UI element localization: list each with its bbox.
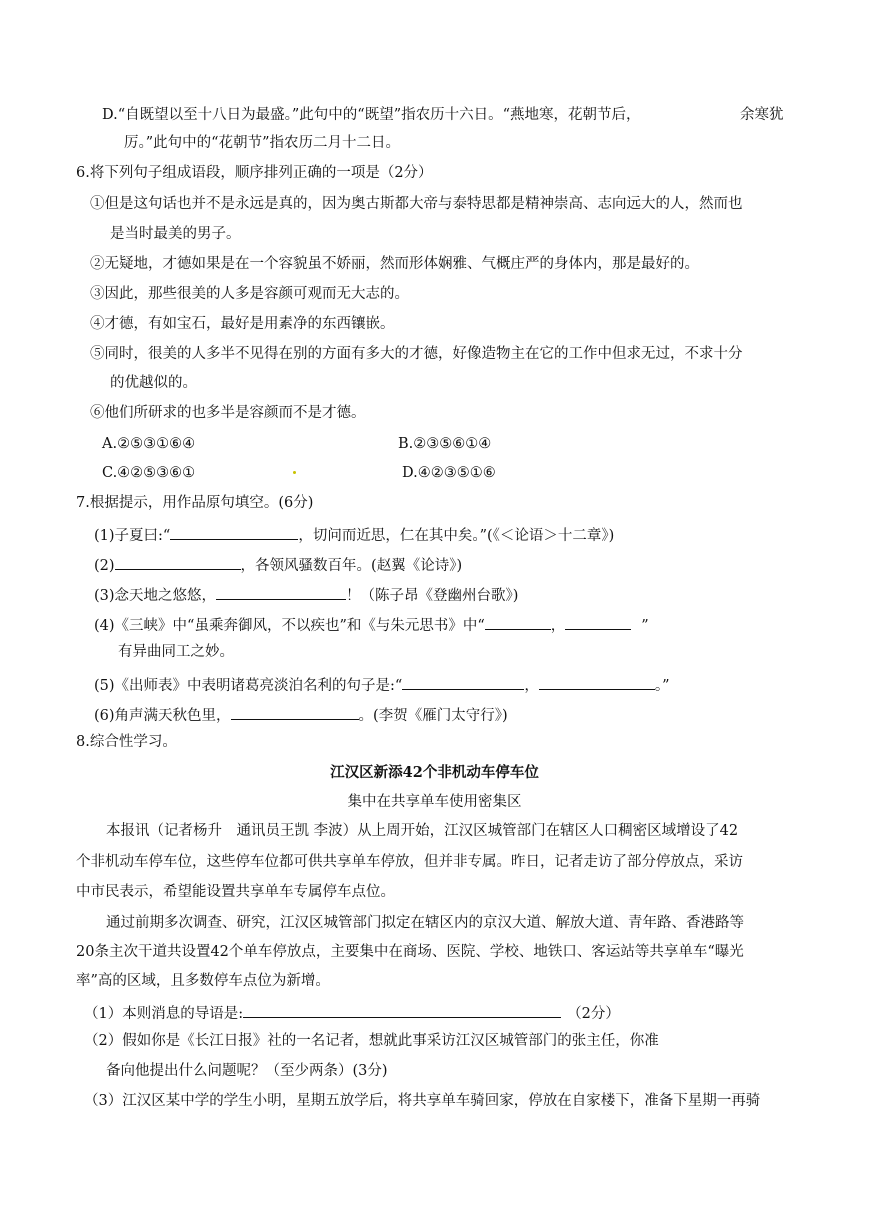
news-headline: 江汉区新添42个非机动车停车位 (330, 764, 539, 781)
q7-stem: 7.根据提示，用作品原句填空。(6分) (76, 495, 314, 511)
q6-option-d: D.④②③⑤①⑥ (402, 465, 496, 481)
answer-blank[interactable] (170, 523, 298, 540)
decorative-dot (293, 471, 296, 474)
q6-sentence-4: ④才德，有如宝石，最好是用素净的东西镶嵌。 (90, 316, 395, 332)
q7-item-1: (1)子夏曰:“ ，切问而近思，仁在其中矣。”(《＜论语＞十二章》) (94, 523, 614, 546)
news-paragraph-1-line3: 中市民表示，希望能设置共享单车专属停车点位。 (76, 884, 395, 900)
q7-item-3: (3)念天地之悠悠， ！（陈子昂《登幽州台歌》) (94, 583, 518, 606)
q7-item-2: (2) ，各领风骚数百年。(赵翼《论诗》) (94, 553, 462, 576)
news-paragraph-2-line3: 率”高的区域，且多数停车点位为新增。 (76, 973, 330, 989)
q5-option-d-line1-tail: 余寒犹 (740, 107, 784, 123)
answer-blank[interactable] (115, 553, 241, 570)
q5-option-d-line1 (102, 105, 641, 125)
q7-item-6: (6)角声满天秋色里， 。(李贺《雁门太守行》) (94, 703, 508, 726)
q7-item-4-cont: 有异曲同工之妙。 (118, 644, 234, 660)
q7-item-4: (4)《三峡》中“虽乘奔御风，不以疾也”和《与朱元思书》中“ ， ” (94, 613, 649, 636)
answer-blank[interactable] (485, 613, 551, 630)
q8-stem: 8.综合性学习。 (76, 734, 177, 750)
q6-sentence-1: ①但是这句话也并不是永远是真的，因为奥古斯都大帝与泰特思都是精神崇高、志向远大的人，然而也 (90, 196, 743, 212)
q6-sentence-1-cont: 是当时最美的男子。 (110, 226, 241, 242)
q5-option-d-text-a: D.“自既望以至十八日为最盛。”此句中的“既望”指农历十六日。“燕地寒，花朝节后， (102, 107, 641, 123)
q8-sub-2-cont: 备向他提出什么问题呢？（至少两条）(3分) (106, 1063, 388, 1079)
answer-blank[interactable] (243, 1001, 561, 1018)
news-paragraph-2-line2: 20条主次干道共设置42个单车停放点，主要集中在商场、医院、学校、地铁口、客运站等共享单车“曝光 (76, 944, 744, 960)
answer-blank[interactable] (402, 673, 524, 690)
q6-sentence-3: ③因此，那些很美的人多是容颜可观而无大志的。 (90, 286, 409, 302)
q6-sentence-5: ⑤同时，很美的人多半不见得在别的方面有多大的才德，好像造物主在它的工作中但求无过，不求十分 (90, 346, 743, 362)
q6-stem: 6.将下列句子组成语段，顺序排列正确的一项是（2分） (76, 165, 433, 181)
q8-sub-3: （3）江汉区某中学的学生小明，星期五放学后，将共享单车骑回家，停放在自家楼下，准备下星期一再骑 (84, 1093, 761, 1109)
q7-item-5: (5)《出师表》中表明诸葛亮淡泊名利的句子是:“ ， 。” (94, 673, 670, 696)
q5-option-d-line2: 厉。”此句中的“花朝节”指农历二月十二日。 (124, 135, 400, 151)
q8-sub-1: （1）本则消息的导语是: （2分） (84, 1001, 620, 1024)
news-subhead: 集中在共享单车使用密集区 (347, 794, 522, 810)
answer-blank[interactable] (216, 583, 346, 600)
q8-sub-2: （2）假如你是《长江日报》社的一名记者，想就此事采访江汉区城管部门的张主任，你准 (84, 1033, 659, 1049)
news-paragraph-1: 本报讯（记者杨升 通讯员王凯 李波）从上周开始，江汉区城管部门在辖区人口稠密区域增设了42 (106, 823, 739, 839)
answer-blank[interactable] (539, 673, 655, 690)
q6-sentence-2: ②无疑地，才德如果是在一个容貌虽不娇丽，然而形体娴雅、气概庄严的身体内，那是最好的。 (90, 256, 699, 272)
news-paragraph-2: 通过前期多次调查、研究，江汉区城管部门拟定在辖区内的京汉大道、解放大道、青年路、香港路等 (106, 915, 744, 931)
q6-option-a: A.②⑤③①⑥④ (102, 436, 196, 452)
q6-option-c: C.④②⑤③⑥① (102, 465, 196, 481)
answer-blank[interactable] (565, 613, 631, 630)
news-paragraph-1-line2: 个非机动车停车位，这些停车位都可供共享单车停放，但并非专属。昨日，记者走访了部分停放点，采访 (76, 854, 743, 870)
q6-sentence-5-cont: 的优越似的。 (110, 375, 197, 391)
q6-sentence-6: ⑥他们所研求的也多半是容颜而不是才德。 (90, 405, 366, 421)
q6-option-b: B.②③⑤⑥①④ (398, 436, 492, 452)
answer-blank[interactable] (231, 703, 359, 720)
